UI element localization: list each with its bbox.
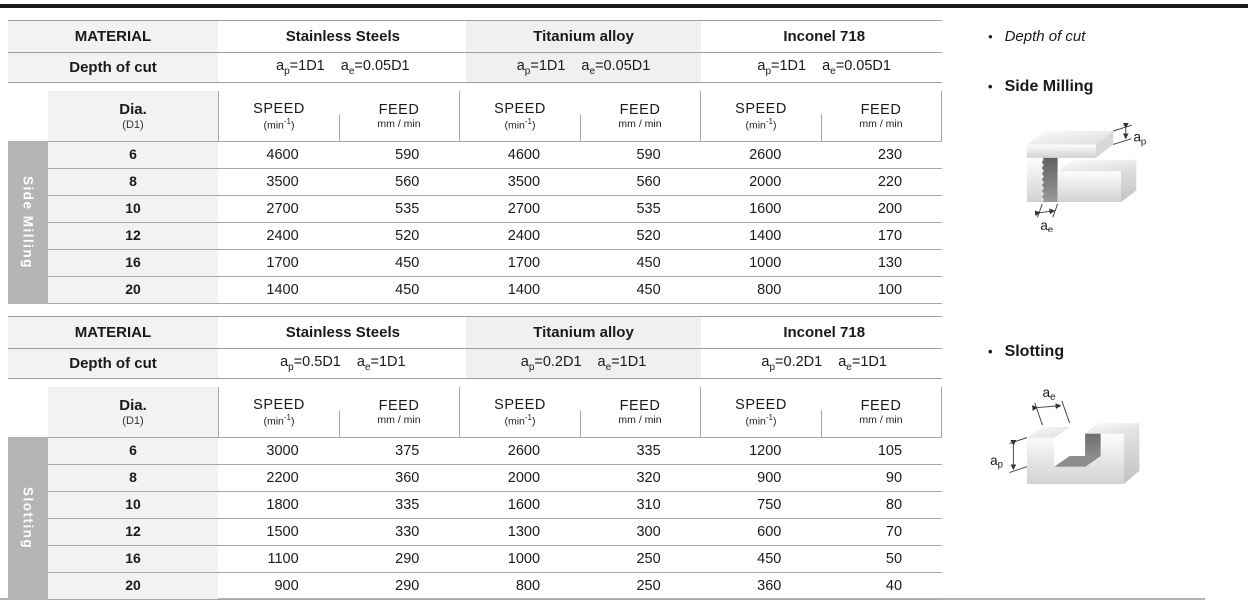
table-row — [8, 222, 942, 249]
speed-value-cell: 1400 — [507, 282, 541, 298]
dia-header-cell — [48, 91, 218, 141]
feed-value-cell: 450 — [636, 282, 661, 298]
dia-label: Dia. — [119, 397, 147, 414]
depth-of-cut-label: Depth of cut — [8, 53, 218, 82]
depth-inconel: $a_p=0.2D1$ $a_e=1D1$ — [761, 354, 887, 373]
dia-label: Dia. — [119, 101, 147, 118]
feed-value-cell: 170 — [877, 228, 903, 244]
dia-value-cell: 20 — [48, 573, 218, 599]
dia-value-cell: 16 — [48, 546, 218, 572]
material-titanium: Titanium alloy — [466, 21, 702, 52]
speed-value-cell: 1700 — [266, 255, 299, 271]
material-stainless: Stainless Steels — [285, 28, 400, 45]
feed-value-cell: 360 — [395, 470, 420, 486]
bullet-icon: • — [988, 29, 993, 44]
feed-value-cell: 560 — [395, 174, 420, 190]
slotting-diagram — [988, 362, 1158, 490]
section-label-slotting: Slotting — [8, 437, 48, 600]
speed-value-cell: 2700 — [266, 201, 299, 217]
table-row — [8, 491, 942, 518]
speed-value-cell: 800 — [757, 282, 782, 298]
speed-value-cell: 2400 — [266, 228, 299, 244]
speed-value-cell: 1800 — [266, 497, 299, 513]
feed-value-cell: 450 — [395, 282, 420, 298]
depth-titanium: $a_p=1D1$ $a_e=0.05D1$ — [466, 53, 702, 82]
top-rule — [0, 4, 1248, 8]
feed-value-cell: 70 — [885, 524, 903, 540]
table-row — [8, 276, 942, 304]
material-header-label: MATERIAL — [8, 317, 218, 348]
feed-value-cell: 80 — [885, 497, 903, 513]
speed-header-cell: SPEED $(\min^{-1})$ — [459, 387, 580, 437]
table-row — [8, 572, 942, 600]
material-header-row — [8, 20, 942, 53]
depth-stainless: $a_p=1D1$ $a_e=0.05D1$ — [276, 58, 410, 77]
feed-value-cell: 375 — [395, 443, 420, 459]
feed-value-cell: 590 — [636, 147, 661, 163]
feed-header-cell: FEED mm / min — [580, 91, 700, 141]
bullet-icon: • — [988, 79, 993, 94]
table-row — [8, 464, 942, 491]
feed-value-cell: 335 — [395, 497, 420, 513]
sidebar-spacer — [8, 91, 48, 141]
dia-value-cell: 8 — [48, 465, 218, 491]
feed-value-cell: 590 — [395, 147, 420, 163]
legend-side-milling: • Side Milling — [988, 78, 1094, 95]
feed-value-cell: 300 — [636, 524, 661, 540]
sidebar-spacer — [8, 387, 48, 437]
speed-value-cell: 2000 — [749, 174, 782, 190]
dia-value-cell: 12 — [48, 519, 218, 545]
depth-titanium: $a_p=0.2D1$ $a_e=1D1$ — [466, 349, 702, 378]
speed-value-cell: 750 — [757, 497, 782, 513]
speed-value-cell: 1200 — [749, 443, 782, 459]
side-milling-rows — [8, 141, 942, 304]
dia-value-cell: 6 — [48, 142, 218, 168]
material-stainless: Stainless Steels — [285, 324, 400, 341]
legend-slotting: • Slotting — [988, 343, 1065, 360]
speed-value-cell: 2600 — [749, 147, 782, 163]
feed-header-cell: FEED mm / min — [339, 387, 459, 437]
speed-header-cell: SPEED $(\min^{-1})$ — [218, 387, 339, 437]
feed-header-cell: FEED mm / min — [580, 387, 700, 437]
slotting-rows — [8, 437, 942, 600]
feed-header-cell: FEED mm / min — [821, 91, 942, 141]
feed-value-cell: 560 — [636, 174, 661, 190]
material-header-row — [8, 316, 942, 349]
speed-value-cell: 1400 — [266, 282, 299, 298]
speed-value-cell: 2400 — [507, 228, 541, 244]
dia-value-cell: 16 — [48, 250, 218, 276]
feed-value-cell: 40 — [885, 578, 903, 594]
feed-value-cell: 130 — [877, 255, 903, 271]
feed-value-cell: 330 — [395, 524, 420, 540]
dia-header-cell — [48, 387, 218, 437]
svg-text:ae: $a_e$ — [1042, 384, 1056, 403]
table-row — [8, 437, 942, 464]
feed-value-cell: 520 — [636, 228, 661, 244]
side-milling-diagram — [1000, 102, 1168, 232]
speed-value-cell: 800 — [515, 578, 541, 594]
depth-stainless: $a_p=0.5D1$ $a_e=1D1$ — [280, 354, 406, 373]
table-row — [8, 249, 942, 276]
feed-value-cell: 105 — [877, 443, 903, 459]
speed-value-cell: 1000 — [507, 551, 541, 567]
feed-value-cell: 450 — [395, 255, 420, 271]
speed-value-cell: 1400 — [749, 228, 782, 244]
feed-value-cell: 50 — [885, 551, 903, 567]
feed-value-cell: 535 — [395, 201, 420, 217]
speed-value-cell: 2600 — [507, 443, 541, 459]
material-inconel: Inconel 718 — [783, 28, 866, 45]
speed-value-cell: 1100 — [267, 551, 299, 567]
speed-value-cell: 1600 — [749, 201, 782, 217]
feed-value-cell: 535 — [636, 201, 661, 217]
feed-value-cell: 310 — [636, 497, 661, 513]
svg-text:ae: $a_e$ — [1040, 217, 1054, 232]
feed-value-cell: 290 — [395, 551, 420, 567]
feed-value-cell: 230 — [877, 147, 903, 163]
feed-value-cell: 100 — [877, 282, 903, 298]
feed-value-cell: 250 — [636, 578, 661, 594]
bullet-icon: • — [988, 344, 993, 359]
speed-value-cell: 1300 — [507, 524, 541, 540]
column-header-row — [8, 387, 942, 437]
speed-header-cell: SPEED $(\min^{-1})$ — [700, 387, 821, 437]
table-row — [8, 141, 942, 168]
feed-header-cell: FEED mm / min — [339, 91, 459, 141]
side-milling-table — [8, 20, 942, 304]
speed-value-cell: 360 — [757, 578, 782, 594]
depth-of-cut-label: Depth of cut — [8, 349, 218, 378]
feed-value-cell: 320 — [636, 470, 661, 486]
legend-depth-of-cut: • Depth of cut — [988, 28, 1086, 45]
speed-value-cell: 2700 — [507, 201, 541, 217]
table-row — [8, 545, 942, 572]
speed-value-cell: 450 — [757, 551, 782, 567]
speed-value-cell: 3000 — [266, 443, 299, 459]
material-titanium: Titanium alloy — [466, 317, 702, 348]
feed-value-cell: 335 — [636, 443, 661, 459]
speed-value-cell: 1700 — [507, 255, 541, 271]
feed-value-cell: 250 — [636, 551, 661, 567]
feed-value-cell: 450 — [636, 255, 661, 271]
section-label-side-milling: Side Milling — [8, 141, 48, 304]
speed-header-cell: SPEED $(\min^{-1})$ — [459, 91, 580, 141]
speed-value-cell: 900 — [274, 578, 299, 594]
column-header-row — [8, 91, 942, 141]
dia-value-cell: 12 — [48, 223, 218, 249]
speed-value-cell: 900 — [757, 470, 782, 486]
speed-value-cell: 3500 — [266, 174, 299, 190]
speed-value-cell: 4600 — [507, 147, 541, 163]
table-row — [8, 168, 942, 195]
speed-value-cell: 1000 — [749, 255, 782, 271]
dia-value-cell: 20 — [48, 277, 218, 303]
depth-inconel: $a_p=1D1$ $a_e=0.05D1$ — [757, 58, 891, 77]
slotting-table — [8, 316, 942, 600]
table-row — [8, 195, 942, 222]
feed-value-cell: 290 — [395, 578, 420, 594]
svg-text:ap: $a_p$ — [1133, 129, 1147, 148]
material-header-label: MATERIAL — [8, 21, 218, 52]
dia-sublabel: (D1) — [122, 415, 144, 427]
material-inconel: Inconel 718 — [783, 324, 866, 341]
dia-value-cell: 8 — [48, 169, 218, 195]
dia-sublabel: (D1) — [122, 119, 144, 131]
dia-value-cell: 10 — [48, 196, 218, 222]
speed-value-cell: 2200 — [266, 470, 299, 486]
dia-value-cell: 10 — [48, 492, 218, 518]
feed-value-cell: 220 — [877, 174, 903, 190]
dia-value-cell: 6 — [48, 438, 218, 464]
feed-header-cell: FEED mm / min — [821, 387, 942, 437]
speed-value-cell: 2000 — [507, 470, 541, 486]
speed-value-cell: 1600 — [507, 497, 541, 513]
speed-value-cell: 1500 — [266, 524, 299, 540]
depth-of-cut-row — [8, 53, 942, 83]
svg-text:ap: $a_p$ — [990, 452, 1004, 471]
feed-value-cell: 200 — [877, 201, 903, 217]
feed-value-cell: 90 — [885, 470, 903, 486]
speed-value-cell: 3500 — [507, 174, 541, 190]
speed-header-cell: SPEED $(\min^{-1})$ — [700, 91, 821, 141]
speed-value-cell: 4600 — [266, 147, 299, 163]
depth-of-cut-row — [8, 349, 942, 379]
speed-value-cell: 600 — [757, 524, 782, 540]
feed-value-cell: 520 — [395, 228, 420, 244]
table-row — [8, 518, 942, 545]
speed-header-cell: SPEED $(\min^{-1})$ — [218, 91, 339, 141]
